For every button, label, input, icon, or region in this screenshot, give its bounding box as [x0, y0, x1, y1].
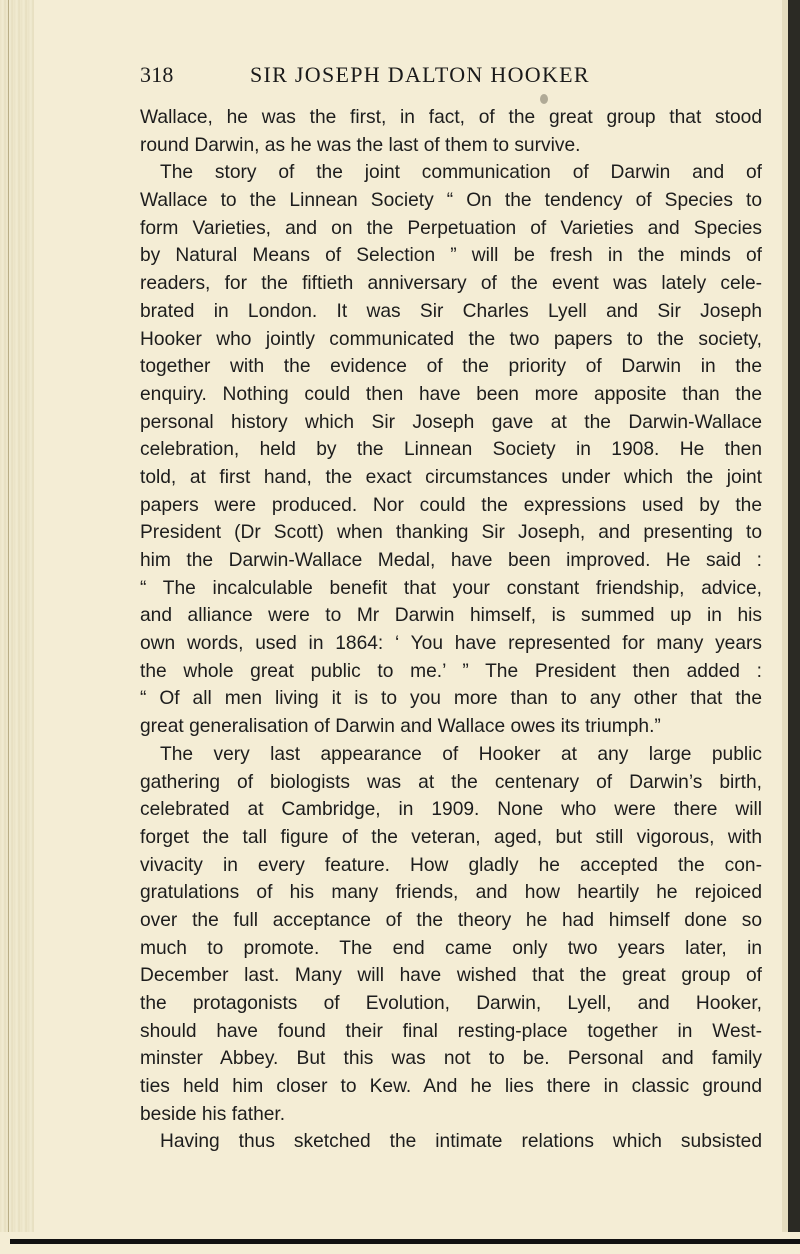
page-number: 318: [140, 62, 174, 87]
text-line: ties held him closer to Kew. And he lies there in classic ground: [140, 1076, 762, 1098]
text-line: Having thus sketched the intimate relations which subsisted: [160, 1131, 762, 1153]
text-line: own words, used in 1864: ‘ You have represented for many years: [140, 633, 762, 655]
body-text: [140, 104, 762, 1156]
text-line: and alliance were to Mr Darwin himself, is summed up in his: [140, 605, 762, 627]
text-line: gratulations of his many friends, and how heartily he rejoiced: [140, 882, 762, 904]
text-line: forget the tall figure of the veteran, aged, but still vigorous, with: [140, 826, 762, 848]
text-line: President (Dr Scott) when thanking Sir Joseph, and presenting to: [140, 522, 762, 544]
page-right-edge: [788, 0, 800, 1254]
text-line: form Varieties, and on the Perpetuation of Varieties and Species: [140, 217, 762, 239]
text-line: much to promote. The end came only two years later, in: [140, 937, 762, 959]
text-line: should have found their final resting-place together in West-: [140, 1020, 762, 1042]
text-line: celebrated at Cambridge, in 1909. None who were there will: [140, 799, 762, 821]
text-line: the whole great public to me.’ ” The President then added :: [140, 660, 762, 682]
text-line: round Darwin, as he was the last of them to survive.: [140, 134, 581, 156]
text-line: brated in London. It was Sir Charles Lyell and Sir Joseph: [140, 300, 762, 322]
page-gutter-line: [8, 0, 9, 1254]
text-line: the protagonists of Evolution, Darwin, Lyell, and Hooker,: [140, 993, 762, 1014]
text-line: December last. Many will have wished that the great group of: [140, 965, 762, 987]
text-line: personal history which Sir Joseph gave at the Darwin-Wallace: [140, 411, 762, 433]
text-line: celebration, held by the Linnean Society in 1908. He then: [140, 439, 762, 461]
page-header: [140, 62, 760, 92]
paper-mark: [540, 94, 548, 104]
text-line: together with the evidence of the priority of Darwin in the: [140, 356, 762, 378]
text-line: great generalisation of Darwin and Wallace owes its triumph.”: [140, 716, 661, 738]
running-title: SIR JOSEPH DALTON HOOKER: [250, 62, 590, 87]
text-line: Hooker who jointly communicated the two papers to the society,: [140, 328, 762, 350]
text-line: told, at first hand, the exact circumstances under which the joint: [140, 466, 762, 488]
page-bottom-border: [10, 1239, 800, 1244]
text-line: “ Of all men living it is to you more than to any other that the: [140, 688, 762, 710]
text-line: vivacity in every feature. How gladly he accepted the con-: [140, 854, 762, 876]
page-left-edge: [0, 0, 34, 1254]
text-line: Wallace to the Linnean Society “ On the tendency of Species to: [140, 190, 762, 212]
text-line: beside his father.: [140, 1103, 286, 1125]
text-line: by Natural Means of Selection ” will be fresh in the minds of: [140, 245, 762, 267]
text-line: The story of the joint communication of Darwin and of: [160, 162, 762, 184]
text-line: minster Abbey. But this was not to be. Personal and family: [140, 1048, 762, 1070]
text-line: papers were produced. Nor could the expressions used by the: [140, 494, 762, 516]
text-line: readers, for the fiftieth anniversary of the event was lately cele-: [140, 273, 762, 295]
text-line: enquiry. Nothing could then have been more apposite than the: [140, 383, 762, 405]
text-line: The very last appearance of Hooker at any large public: [160, 743, 762, 765]
text-line: “ The incalculable benefit that your constant friendship, advice,: [140, 577, 762, 599]
text-line: over the full acceptance of the theory he had himself done so: [140, 909, 762, 931]
text-line: gathering of biologists was at the centenary of Darwin’s birth,: [140, 771, 762, 793]
text-line: Wallace, he was the first, in fact, of the great group that stood: [140, 107, 762, 128]
text-line: him the Darwin-Wallace Medal, have been improved. He said :: [140, 550, 762, 571]
